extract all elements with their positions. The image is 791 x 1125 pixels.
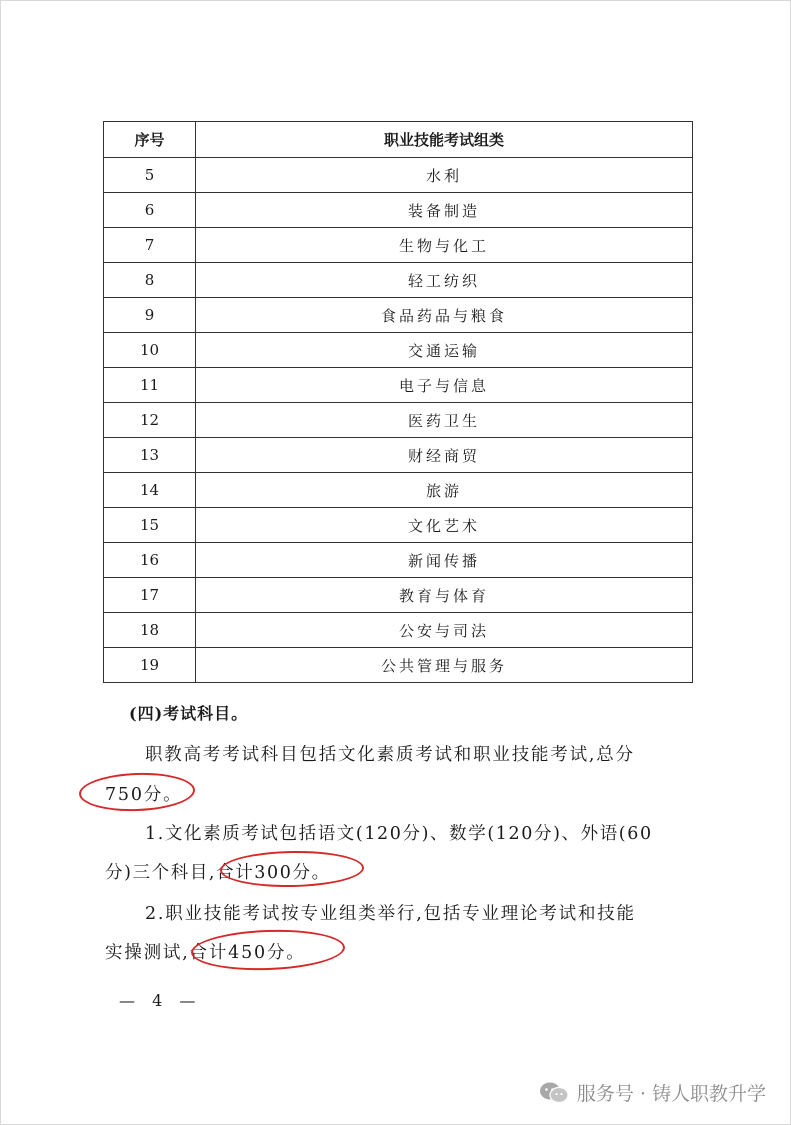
paragraph-culture-line2: 分)三个科目,合计300分。 [105,863,331,883]
table-row [104,473,693,508]
row-group-name: 水利 [196,158,693,193]
row-group-name: 文化艺术 [196,508,693,543]
row-group-name: 交通运输 [196,333,693,368]
table-header-row [104,122,693,158]
exam-group-table [103,121,693,683]
row-index: 14 [104,473,196,508]
row-group-name: 财经商贸 [196,438,693,473]
section-heading: (四)考试科目。 [129,704,249,723]
row-group-name: 装备制造 [196,193,693,228]
table-row [104,158,693,193]
row-group-name: 公共管理与服务 [196,648,693,683]
row-index: 15 [104,508,196,543]
row-index: 18 [104,613,196,648]
row-index: 5 [104,158,196,193]
paragraph-culture-line1: 1.文化素质考试包括语文(120分)、数学(120分)、外语(60 [145,824,653,844]
row-index: 7 [104,228,196,263]
table-row [104,438,693,473]
row-index: 8 [104,263,196,298]
row-group-name: 旅游 [196,473,693,508]
row-index: 12 [104,403,196,438]
table-row [104,403,693,438]
paragraph-skill-line1: 2.职业技能考试按专业组类举行,包括专业理论考试和技能 [145,904,636,924]
watermark-text: 服务号 · 铸人职教升学 [576,1083,766,1105]
row-group-name: 电子与信息 [196,368,693,403]
table-row [104,193,693,228]
header-group: 职业技能考试组类 [196,122,693,158]
table-row [104,543,693,578]
table-row [104,228,693,263]
page-number: — 4 — [119,991,202,1010]
row-index: 11 [104,368,196,403]
watermark [539,1079,766,1106]
row-index: 9 [104,298,196,333]
header-index: 序号 [104,122,196,158]
row-group-name: 新闻传播 [196,543,693,578]
row-index: 13 [104,438,196,473]
table-row [104,613,693,648]
table-row [104,298,693,333]
table-row [104,263,693,298]
table-body [104,158,693,683]
table-row [104,508,693,543]
paragraph-total-line2: 750分。 [105,785,183,805]
paragraph-skill-line2: 实操测试,合计450分。 [105,943,306,963]
table-row [104,648,693,683]
row-index: 16 [104,543,196,578]
row-index: 19 [104,648,196,683]
row-index: 17 [104,578,196,613]
table-row [104,333,693,368]
row-group-name: 食品药品与粮食 [196,298,693,333]
row-index: 6 [104,193,196,228]
row-group-name: 生物与化工 [196,228,693,263]
row-group-name: 公安与司法 [196,613,693,648]
row-group-name: 医药卫生 [196,403,693,438]
paragraph-total-line1: 职教高考考试科目包括文化素质考试和职业技能考试,总分 [145,745,635,765]
row-index: 10 [104,333,196,368]
row-group-name: 教育与体育 [196,578,693,613]
table-row [104,368,693,403]
wechat-icon [539,1081,569,1105]
row-group-name: 轻工纺织 [196,263,693,298]
table-row [104,578,693,613]
